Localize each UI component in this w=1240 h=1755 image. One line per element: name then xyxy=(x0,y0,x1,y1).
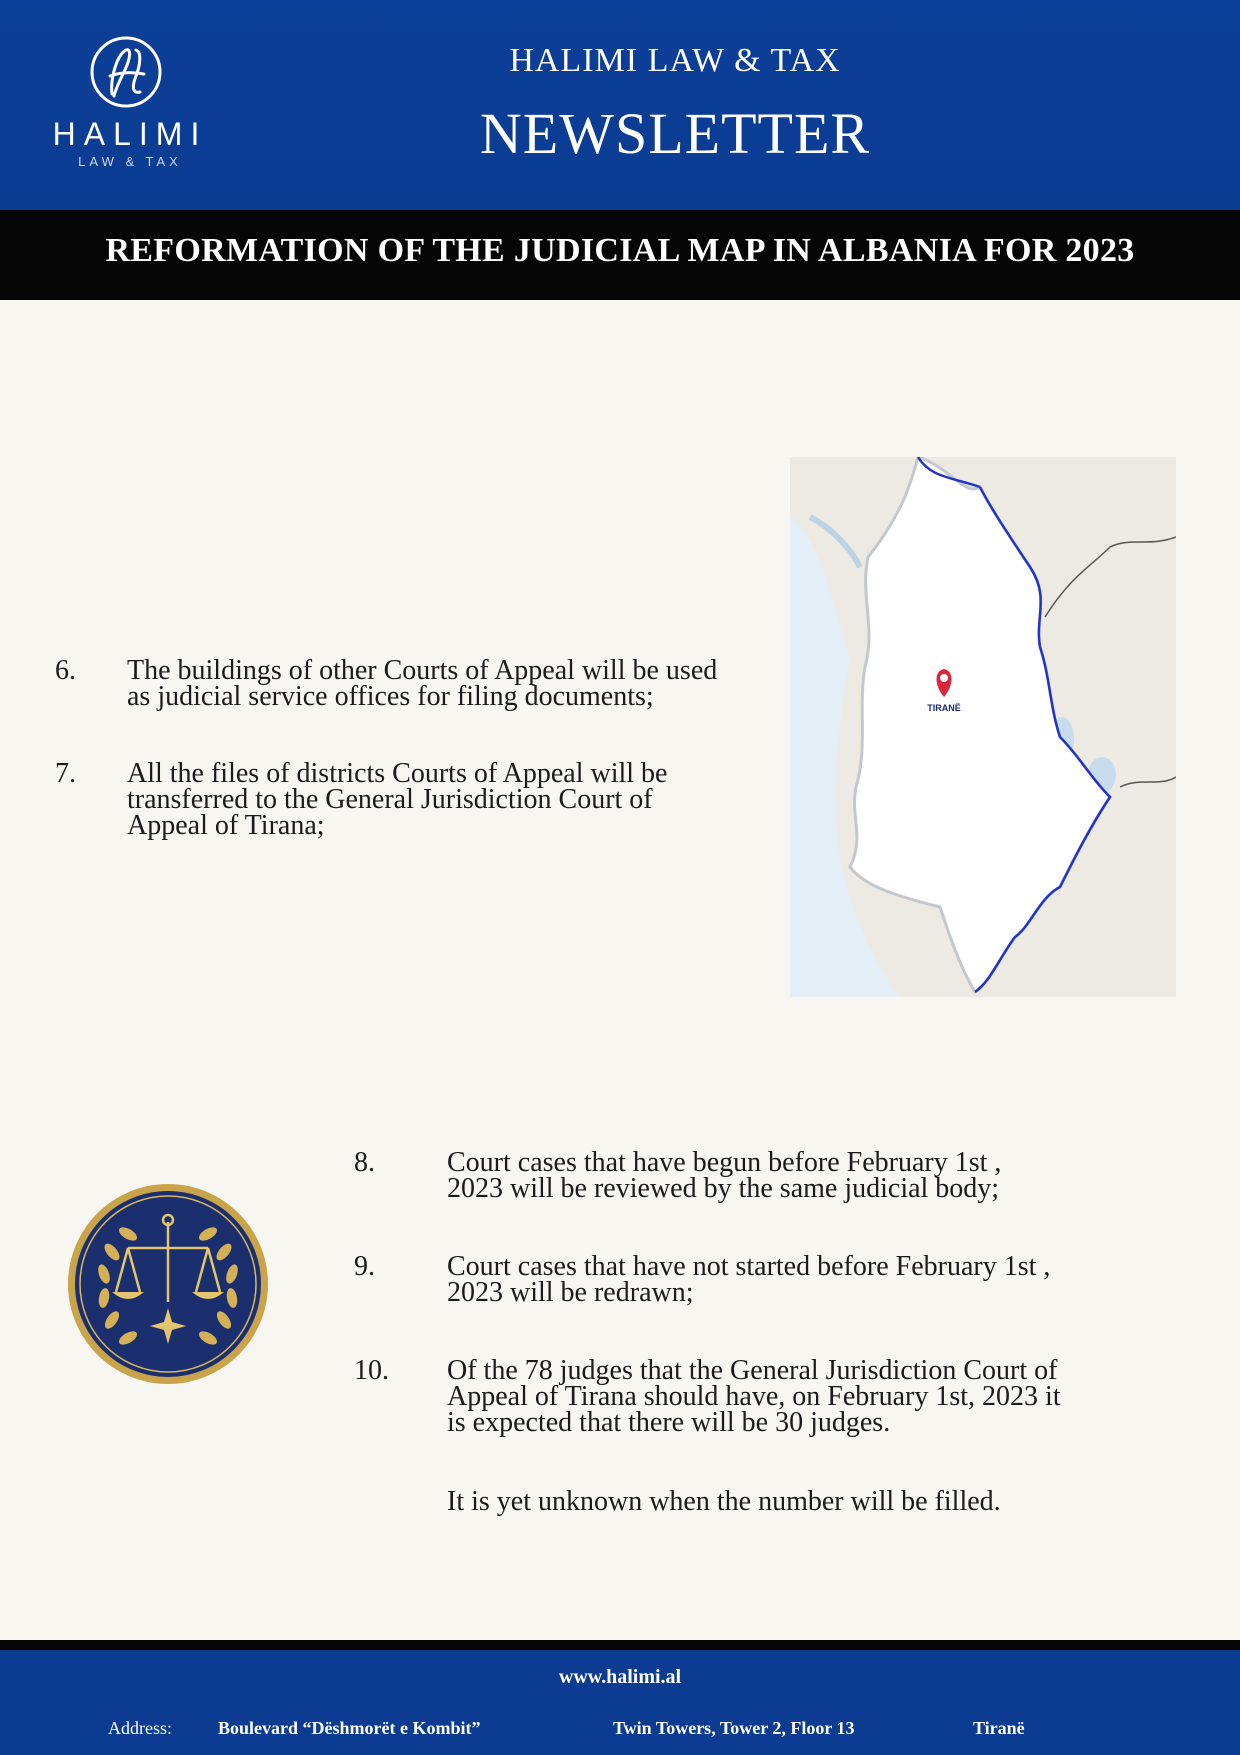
item-line: All the files of districts Courts of Appeal will be xyxy=(127,758,668,789)
item-text xyxy=(447,1251,1051,1308)
article-banner xyxy=(0,210,1240,300)
item-number: 8. xyxy=(354,1147,375,1178)
list-item-7 xyxy=(55,758,795,851)
footer xyxy=(0,1650,1240,1755)
list-item-9 xyxy=(354,1251,1174,1314)
item-text xyxy=(127,758,668,841)
court-seal xyxy=(66,1182,270,1386)
item-number: 6. xyxy=(55,655,76,686)
scales-of-justice-icon xyxy=(66,1182,270,1386)
address-building: Twin Towers, Tower 2, Floor 13 xyxy=(613,1718,855,1738)
address-label: Address: xyxy=(108,1718,172,1738)
item-line: is expected that there will be 30 judges. xyxy=(447,1407,891,1438)
item-line: 2023 will be redrawn; xyxy=(447,1277,694,1308)
list-item-10 xyxy=(354,1355,1174,1448)
address-street: Boulevard “Dëshmorët e Kombit” xyxy=(218,1718,481,1738)
map-city-label: TIRANË xyxy=(927,703,961,713)
item-number: 7. xyxy=(55,758,76,789)
item-line: Appeal of Tirana should have, on February 1st, 2023 it xyxy=(447,1381,1061,1412)
item-text xyxy=(127,655,718,712)
item-line: transferred to the General Jurisdiction Court of xyxy=(127,784,653,815)
closing-note: It is yet unknown when the number will be filled. xyxy=(447,1486,1001,1517)
item-line: Court cases that have begun before February 1st , xyxy=(447,1147,1002,1178)
list-item-6 xyxy=(55,655,795,718)
address-city: Tiranë xyxy=(973,1718,1025,1738)
footer-divider xyxy=(0,1640,1240,1650)
item-line: 2023 will be reviewed by the same judicial body; xyxy=(447,1173,1000,1204)
item-line: Of the 78 judges that the General Jurisdiction Court of xyxy=(447,1355,1058,1386)
firm-name: HALIMI LAW & TAX xyxy=(509,42,841,79)
item-line: Court cases that have not started before February 1st , xyxy=(447,1251,1051,1282)
list-item-8 xyxy=(354,1147,1174,1210)
logo-subtitle: LAW & TAX xyxy=(78,154,182,169)
item-line: The buildings of other Courts of Appeal will be used xyxy=(127,655,718,686)
item-line: Appeal of Tirana; xyxy=(127,810,325,841)
item-line: as judicial service offices for filing documents; xyxy=(127,681,654,712)
item-text xyxy=(447,1147,1002,1204)
logo-wordmark: HALIMI xyxy=(52,116,208,152)
article-title: REFORMATION OF THE JUDICIAL MAP IN ALBANIA FOR 2023 xyxy=(105,232,1135,269)
item-number: 9. xyxy=(354,1251,375,1282)
item-text xyxy=(447,1355,1061,1438)
newsletter-title: NEWSLETTER xyxy=(479,101,871,166)
header xyxy=(0,0,1240,210)
website-link[interactable]: www.halimi.al xyxy=(558,1666,682,1688)
albania-map xyxy=(790,457,1176,997)
item-number: 10. xyxy=(354,1355,389,1386)
